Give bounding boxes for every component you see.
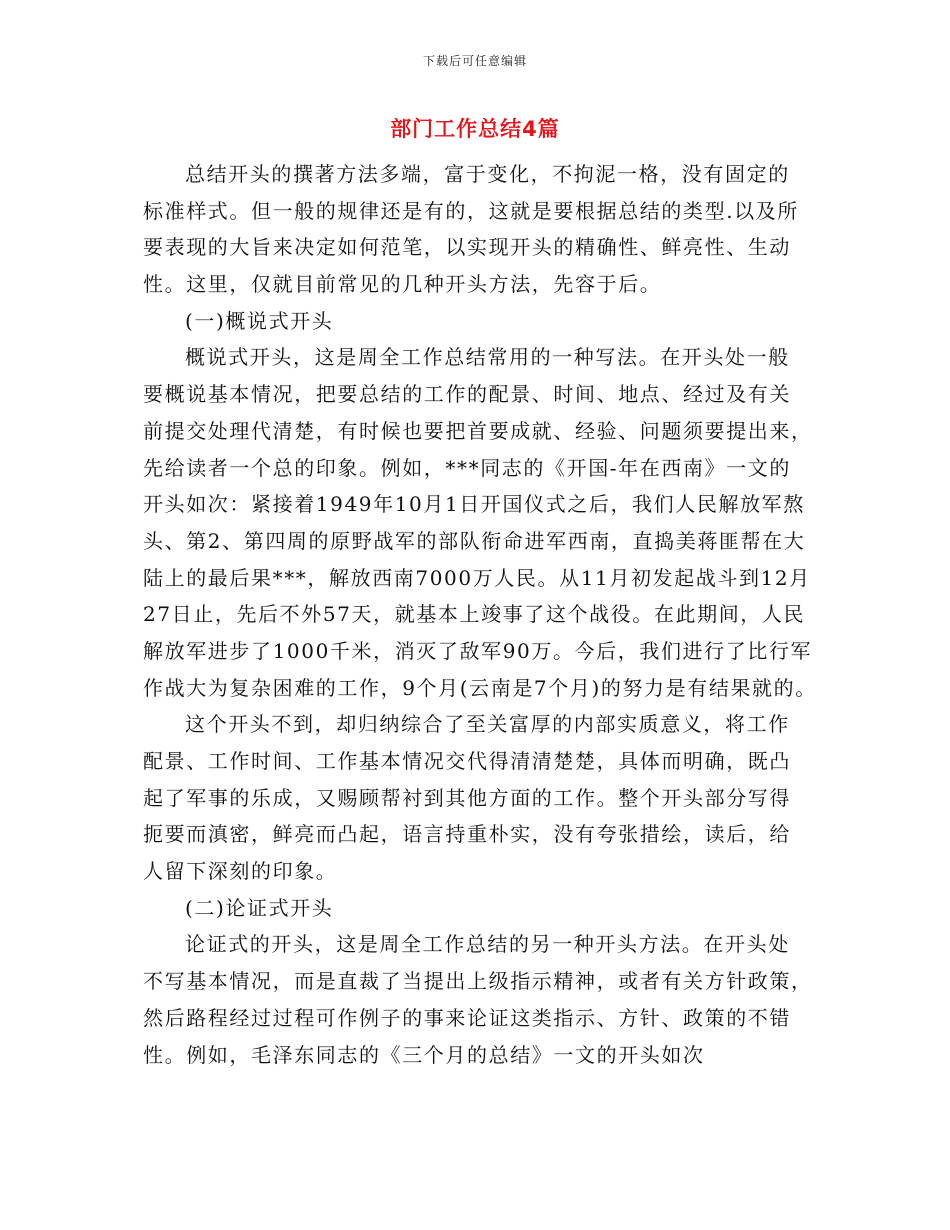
- text-line: 27日止，先后不外57天，就基本上竣事了这个战役。在此期间，人民: [143, 602, 806, 627]
- text-line: 标准样式。但一般的规律还是有的，这就是要根据总结的类型.以及所: [143, 198, 799, 223]
- text-line: 作战大为复杂困难的工作，9个月(云南是7个月)的努力是有结果就的。: [143, 675, 817, 700]
- text-line: 性。例如，毛泽东同志的《三个月的总结》一文的开头如次: [143, 1042, 705, 1067]
- text-line: 先给读者一个总的印象。例如，***同志的《开国-年在西南》一文的: [143, 455, 791, 480]
- document-title: 部门工作总结4篇: [390, 117, 560, 141]
- text-line: 要概说基本情况，把要总结的工作的配景、时间、地点、经过及有关: [143, 382, 791, 407]
- text-line: 论证式的开头，这是周全工作总结的另一种开头方法。在开头处: [185, 932, 790, 957]
- text-line: 要表现的大旨来决定如何范笔，以实现开头的精确性、鲜亮性、生动: [143, 235, 791, 260]
- text-line: 扼要而滇密，鲜亮而凸起，语言持重朴实，没有夸张措绘，读后，给: [143, 822, 791, 847]
- text-line: 概说式开头，这是周全工作总结常用的一种写法。在开头处一般: [185, 345, 790, 370]
- document-body: [143, 156, 823, 1073]
- text-line: 配景、工作时间、工作基本情况交代得清清楚楚，具体而明确，既凸: [143, 749, 791, 773]
- text-line: 总结开头的撰著方法多端，富于变化，不拘泥一格，没有固定的: [185, 162, 790, 186]
- text-line: 性。这里，仅就目前常见的几种开头方法，先容于后。: [143, 272, 662, 297]
- text-line: 然后路程经过过程可作例子的事来论证这类指示、方针、政策的不错: [143, 1005, 791, 1030]
- header-note: 下载后可任意编辑: [422, 54, 527, 68]
- text-line: (一)概说式开头: [185, 308, 334, 333]
- text-line: (二)论证式开头: [185, 895, 334, 920]
- text-line: 这个开头不到，却归纳综合了至关富厚的内部实质意义，将工作: [185, 712, 790, 737]
- text-line: 开头如次：紧接着1949年10月1日开国仪式之后，我们人民解放军熬: [143, 492, 805, 517]
- text-line: 前提交处理代清楚，有时候也要把首要成就、经验、问题须要提出来，: [143, 418, 813, 443]
- text-line: 陆上的最后果***，解放西南7000万人民。从11月初发起战斗到12月: [143, 565, 811, 590]
- text-line: 不写基本情况，而是直裁了当提出上级指示精神，或者有关方针政策，: [143, 969, 813, 994]
- text-line: 起了军事的乐成，又赐顾帮衬到其他方面的工作。整个开头部分写得: [143, 785, 791, 810]
- text-line: 人留下深刻的印象。: [143, 859, 338, 884]
- text-line: 头、第2、第四周的原野战军的部队衔命进军西南，直捣美蒋匪帮在大: [143, 528, 806, 553]
- text-line: 解放军进步了1000千米，消灭了敌军90万。今后，我们进行了比行军: [143, 638, 813, 663]
